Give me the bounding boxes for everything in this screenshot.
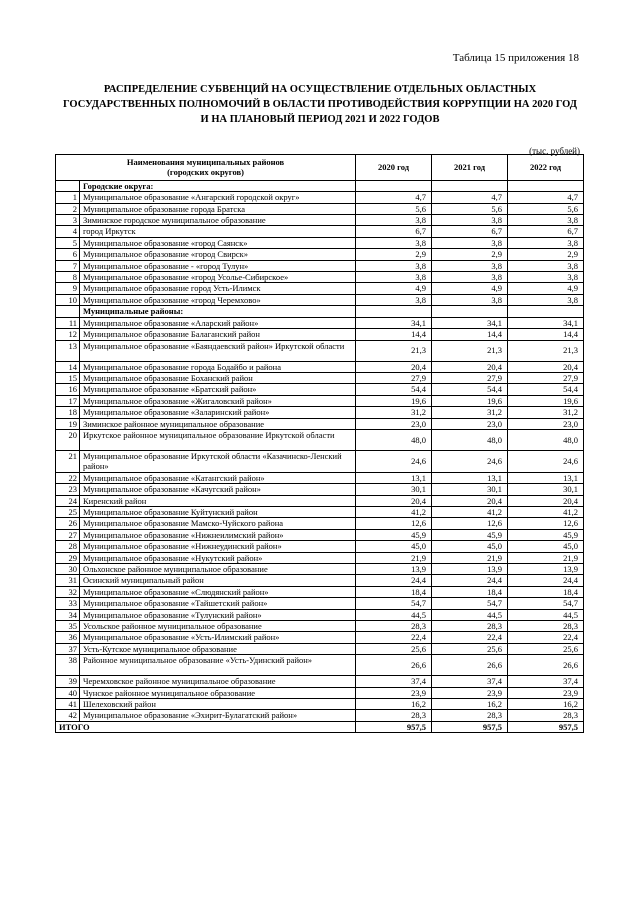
municipality-name: Районное муниципальное образование «Усть-Удинский район»: [80, 655, 356, 676]
total-2021: 957,5: [432, 721, 508, 732]
municipality-name: Муниципальное образование «Аларский район»: [80, 317, 356, 328]
municipality-name: Усольское районное муниципальное образование: [80, 621, 356, 632]
header-name-line1: Наименования муниципальных районов: [126, 157, 285, 167]
value-2021: 24,6: [432, 450, 508, 472]
value-2022: 12,6: [508, 518, 584, 529]
value-2021: 14,4: [432, 329, 508, 340]
value-2022: 22,4: [508, 632, 584, 643]
value-2020: 28,3: [356, 621, 432, 632]
value-2022: 30,1: [508, 484, 584, 495]
table-row: [56, 609, 584, 620]
value-2022: 24,6: [508, 450, 584, 472]
municipality-name: Муниципальное образование «Братский район»: [80, 384, 356, 395]
value-2021: 19,6: [432, 395, 508, 406]
value-2020: 30,1: [356, 484, 432, 495]
table-row: [56, 429, 584, 450]
header-name-line2: (городских округов): [167, 167, 244, 178]
value-2022: 3,8: [508, 260, 584, 271]
table-row: [56, 249, 584, 260]
value-2021: 21,9: [432, 552, 508, 563]
municipality-name: Муниципальное образование Балаганский район: [80, 329, 356, 340]
value-2020: 3,8: [356, 272, 432, 283]
header-row: [56, 155, 584, 181]
table-row: [56, 621, 584, 632]
group-row-urban: [56, 180, 584, 191]
value-2021: 4,9: [432, 283, 508, 294]
row-index: [56, 180, 80, 191]
row-index: 36: [56, 632, 80, 643]
table-row: [56, 294, 584, 305]
row-index: 11: [56, 317, 80, 328]
municipality-name: Муниципальное образование город Усть-Илимск: [80, 283, 356, 294]
table-row: [56, 237, 584, 248]
header-2022: 2022 год: [508, 155, 584, 181]
table-row: [56, 384, 584, 395]
value-2021: 3,8: [432, 215, 508, 226]
municipality-name: Муниципальное образование «город Черемхово»: [80, 294, 356, 305]
value-2022: 4,9: [508, 283, 584, 294]
municipality-name: Муниципальное образование «Усть-Илимский район»: [80, 632, 356, 643]
value-2021: 25,6: [432, 643, 508, 654]
table-row: [56, 643, 584, 654]
value-2021: 45,9: [432, 529, 508, 540]
municipality-name: Муниципальное образование «Нижнеилимский район»: [80, 529, 356, 540]
value-2022: [508, 180, 584, 191]
table-row: [56, 632, 584, 643]
value-2020: 20,4: [356, 361, 432, 372]
row-index: 13: [56, 340, 80, 361]
table-row: [56, 699, 584, 710]
value-2021: 3,8: [432, 272, 508, 283]
row-index: 7: [56, 260, 80, 271]
municipality-name: Черемховское районное муниципальное образование: [80, 676, 356, 687]
value-2021: 18,4: [432, 586, 508, 597]
table-row: [56, 192, 584, 203]
value-2022: 45,9: [508, 529, 584, 540]
value-2022: 27,9: [508, 372, 584, 383]
value-2020: 18,4: [356, 586, 432, 597]
table-row: [56, 598, 584, 609]
value-2021: 3,8: [432, 260, 508, 271]
table-row: [56, 372, 584, 383]
value-2022: 21,9: [508, 552, 584, 563]
units-label: (тыс. рублей): [529, 146, 580, 156]
value-2020: 54,7: [356, 598, 432, 609]
value-2020: 24,6: [356, 450, 432, 472]
table-row: [56, 484, 584, 495]
municipality-name: Иркутское районное муниципальное образование Иркутской области: [80, 429, 356, 450]
row-index: 6: [56, 249, 80, 260]
value-2020: 3,8: [356, 260, 432, 271]
value-2022: 3,8: [508, 294, 584, 305]
value-2020: 13,9: [356, 564, 432, 575]
value-2022: 3,8: [508, 237, 584, 248]
value-2021: 13,1: [432, 472, 508, 483]
row-index: 19: [56, 418, 80, 429]
table-row: [56, 518, 584, 529]
table-row: [56, 676, 584, 687]
municipality-name: Муниципальное образование «Нукутский район»: [80, 552, 356, 563]
subsidy-table: [55, 154, 584, 733]
municipality-name: Муниципальное образование «Жигаловский район»: [80, 395, 356, 406]
municipality-name: Муниципальное образование города Братска: [80, 203, 356, 214]
value-2021: 27,9: [432, 372, 508, 383]
value-2022: 23,9: [508, 687, 584, 698]
value-2020: 19,6: [356, 395, 432, 406]
total-label: ИТОГО: [56, 721, 356, 732]
value-2020: 54,4: [356, 384, 432, 395]
row-index: 42: [56, 710, 80, 721]
municipality-name: Муниципальное образование «Катангский район»: [80, 472, 356, 483]
value-2020: 21,3: [356, 340, 432, 361]
value-2020: 24,4: [356, 575, 432, 586]
table-row: [56, 541, 584, 552]
table-row: [56, 418, 584, 429]
value-2020: 20,4: [356, 495, 432, 506]
row-index: 15: [56, 372, 80, 383]
municipality-name: Киренский район: [80, 495, 356, 506]
title-line: РАСПРЕДЕЛЕНИЕ СУБВЕНЦИЙ НА ОСУЩЕСТВЛЕНИЕ ОТДЕЛЬНЫХ ОБЛАСТНЫХ: [103, 84, 537, 95]
value-2020: 2,9: [356, 249, 432, 260]
value-2020: 41,2: [356, 506, 432, 517]
value-2021: 5,6: [432, 203, 508, 214]
row-index: 3: [56, 215, 80, 226]
value-2020: 34,1: [356, 317, 432, 328]
value-2022: 45,0: [508, 541, 584, 552]
table-row: [56, 687, 584, 698]
value-2020: [356, 306, 432, 317]
value-2022: 31,2: [508, 407, 584, 418]
value-2021: [432, 180, 508, 191]
table-row: [56, 329, 584, 340]
table-row: [56, 450, 584, 472]
value-2020: 23,9: [356, 687, 432, 698]
municipality-name: Муниципальное образование «город Свирск»: [80, 249, 356, 260]
value-2020: 23,0: [356, 418, 432, 429]
value-2021: 13,9: [432, 564, 508, 575]
table-row: [56, 272, 584, 283]
value-2020: 3,8: [356, 215, 432, 226]
table-row: [56, 215, 584, 226]
municipality-name: Муниципальное образование «город Саянск»: [80, 237, 356, 248]
title-line: ГОСУДАРСТВЕННЫХ ПОЛНОМОЧИЙ В ОБЛАСТИ ПРОТИВОДЕЙСТВИЯ КОРРУПЦИИ НА 2020 ГОД: [62, 99, 578, 110]
row-index: 16: [56, 384, 80, 395]
value-2021: 28,3: [432, 710, 508, 721]
municipality-name: Муниципальное образование «Эхирит-Булагатский район»: [80, 710, 356, 721]
header-2021: 2021 год: [432, 155, 508, 181]
row-index: [56, 306, 80, 317]
table-row: [56, 283, 584, 294]
table-row: [56, 586, 584, 597]
value-2021: 24,4: [432, 575, 508, 586]
row-index: 12: [56, 329, 80, 340]
row-index: 26: [56, 518, 80, 529]
municipality-name: Усть-Кутское муниципальное образование: [80, 643, 356, 654]
table-row: [56, 361, 584, 372]
value-2021: 16,2: [432, 699, 508, 710]
municipality-name: Муниципальное образование «Тулунский район»: [80, 609, 356, 620]
value-2021: 6,7: [432, 226, 508, 237]
value-2022: 34,1: [508, 317, 584, 328]
municipality-name: Муниципальное образование «Тайшетский район»: [80, 598, 356, 609]
value-2022: 3,8: [508, 272, 584, 283]
row-index: 34: [56, 609, 80, 620]
value-2022: 23,0: [508, 418, 584, 429]
value-2020: 45,9: [356, 529, 432, 540]
municipality-name: Муниципальное образование Боханский район: [80, 372, 356, 383]
row-index: 38: [56, 655, 80, 676]
value-2020: 37,4: [356, 676, 432, 687]
table-row: [56, 395, 584, 406]
table-row: [56, 495, 584, 506]
value-2020: 48,0: [356, 429, 432, 450]
value-2020: 27,9: [356, 372, 432, 383]
group-label: Городские округа:: [80, 180, 356, 191]
value-2020: 26,6: [356, 655, 432, 676]
row-index: 31: [56, 575, 80, 586]
row-index: 4: [56, 226, 80, 237]
value-2020: 13,1: [356, 472, 432, 483]
row-index: 5: [56, 237, 80, 248]
value-2021: [432, 306, 508, 317]
value-2020: 3,8: [356, 294, 432, 305]
value-2022: 13,9: [508, 564, 584, 575]
table-row: [56, 552, 584, 563]
value-2022: 2,9: [508, 249, 584, 260]
value-2022: 21,3: [508, 340, 584, 361]
value-2021: 23,9: [432, 687, 508, 698]
table-row: [56, 226, 584, 237]
table-row: [56, 340, 584, 361]
value-2022: 20,4: [508, 361, 584, 372]
municipality-name: Чунское районное муниципальное образование: [80, 687, 356, 698]
title-line: И НА ПЛАНОВЫЙ ПЕРИОД 2021 И 2022 ГОДОВ: [200, 114, 440, 125]
value-2021: 44,5: [432, 609, 508, 620]
municipality-name: Муниципальное образование «Нижнеудинский район»: [80, 541, 356, 552]
value-2022: 44,5: [508, 609, 584, 620]
row-index: 29: [56, 552, 80, 563]
table-row: [56, 655, 584, 676]
value-2020: 28,3: [356, 710, 432, 721]
value-2022: 18,4: [508, 586, 584, 597]
row-index: 22: [56, 472, 80, 483]
value-2020: 25,6: [356, 643, 432, 654]
value-2021: 41,2: [432, 506, 508, 517]
table-row: [56, 564, 584, 575]
value-2020: 4,9: [356, 283, 432, 294]
row-index: 41: [56, 699, 80, 710]
value-2021: 4,7: [432, 192, 508, 203]
value-2021: 26,6: [432, 655, 508, 676]
row-index: 24: [56, 495, 80, 506]
table-row: [56, 710, 584, 721]
value-2022: [508, 306, 584, 317]
header-name: [56, 155, 356, 181]
municipality-name: Муниципальное образование Иркутской области «Казачинско-Ленский район»: [80, 450, 356, 472]
value-2022: 41,2: [508, 506, 584, 517]
value-2022: 28,3: [508, 621, 584, 632]
row-index: 32: [56, 586, 80, 597]
table-row: [56, 472, 584, 483]
table-row: [56, 260, 584, 271]
municipality-name: Муниципальное образование «Ангарский городской округ»: [80, 192, 356, 203]
municipality-name: Зиминское городское муниципальное образование: [80, 215, 356, 226]
table-row: [56, 203, 584, 214]
value-2021: 3,8: [432, 294, 508, 305]
municipality-name: Муниципальное образование «Слюдянский район»: [80, 586, 356, 597]
value-2021: 23,0: [432, 418, 508, 429]
value-2021: 45,0: [432, 541, 508, 552]
row-index: 33: [56, 598, 80, 609]
value-2020: 3,8: [356, 237, 432, 248]
total-2020: 957,5: [356, 721, 432, 732]
value-2022: 48,0: [508, 429, 584, 450]
value-2022: 14,4: [508, 329, 584, 340]
table-row: [56, 529, 584, 540]
value-2022: 16,2: [508, 699, 584, 710]
value-2020: 44,5: [356, 609, 432, 620]
value-2020: 16,2: [356, 699, 432, 710]
value-2021: 48,0: [432, 429, 508, 450]
row-index: 9: [56, 283, 80, 294]
municipality-name: Муниципальное образование «Заларинский район»: [80, 407, 356, 418]
value-2022: 37,4: [508, 676, 584, 687]
row-index: 8: [56, 272, 80, 283]
value-2021: 31,2: [432, 407, 508, 418]
municipality-name: Муниципальное образование - «город Тулун»: [80, 260, 356, 271]
value-2022: 25,6: [508, 643, 584, 654]
value-2022: 26,6: [508, 655, 584, 676]
table-row: [56, 407, 584, 418]
municipality-name: Муниципальное образование «город Усолье-Сибирское»: [80, 272, 356, 283]
municipality-name: Муниципальное образование Мамско-Чуйского района: [80, 518, 356, 529]
municipality-name: Муниципальное образование города Бодайбо и района: [80, 361, 356, 372]
row-index: 10: [56, 294, 80, 305]
row-index: 28: [56, 541, 80, 552]
value-2021: 21,3: [432, 340, 508, 361]
value-2021: 20,4: [432, 495, 508, 506]
value-2020: 31,2: [356, 407, 432, 418]
value-2020: 4,7: [356, 192, 432, 203]
value-2022: 20,4: [508, 495, 584, 506]
header-2020: 2020 год: [356, 155, 432, 181]
row-index: 39: [56, 676, 80, 687]
value-2022: 3,8: [508, 215, 584, 226]
value-2022: 54,7: [508, 598, 584, 609]
group-label: Муниципальные районы:: [80, 306, 356, 317]
row-index: 23: [56, 484, 80, 495]
municipality-name: Муниципальное образование «Баяндаевский район» Иркутской области: [80, 340, 356, 361]
value-2022: 5,6: [508, 203, 584, 214]
value-2021: 20,4: [432, 361, 508, 372]
row-index: 40: [56, 687, 80, 698]
value-2022: 6,7: [508, 226, 584, 237]
row-index: 25: [56, 506, 80, 517]
table-row: [56, 317, 584, 328]
value-2020: 6,7: [356, 226, 432, 237]
value-2021: 28,3: [432, 621, 508, 632]
row-index: 21: [56, 450, 80, 472]
value-2021: 37,4: [432, 676, 508, 687]
value-2020: 14,4: [356, 329, 432, 340]
value-2020: 21,9: [356, 552, 432, 563]
total-row: [56, 721, 584, 732]
row-index: 27: [56, 529, 80, 540]
group-row-districts: [56, 306, 584, 317]
value-2021: 12,6: [432, 518, 508, 529]
table-row: [56, 575, 584, 586]
document-title: [40, 82, 600, 127]
value-2021: 3,8: [432, 237, 508, 248]
value-2022: 4,7: [508, 192, 584, 203]
value-2022: 54,4: [508, 384, 584, 395]
municipality-name: Зиминское районное муниципальное образование: [80, 418, 356, 429]
municipality-name: город Иркутск: [80, 226, 356, 237]
value-2022: 24,4: [508, 575, 584, 586]
municipality-name: Ольхонское районное муниципальное образование: [80, 564, 356, 575]
value-2022: 13,1: [508, 472, 584, 483]
row-index: 2: [56, 203, 80, 214]
table-body: [56, 180, 584, 732]
row-index: 14: [56, 361, 80, 372]
value-2020: 22,4: [356, 632, 432, 643]
municipality-name: Шелеховский район: [80, 699, 356, 710]
value-2022: 19,6: [508, 395, 584, 406]
total-2022: 957,5: [508, 721, 584, 732]
row-index: 1: [56, 192, 80, 203]
row-index: 37: [56, 643, 80, 654]
value-2021: 30,1: [432, 484, 508, 495]
value-2021: 2,9: [432, 249, 508, 260]
value-2021: 34,1: [432, 317, 508, 328]
value-2021: 54,4: [432, 384, 508, 395]
row-index: 20: [56, 429, 80, 450]
value-2021: 54,7: [432, 598, 508, 609]
municipality-name: Осинский муниципальный район: [80, 575, 356, 586]
table-caption: Таблица 15 приложения 18: [452, 52, 579, 64]
value-2020: 45,0: [356, 541, 432, 552]
row-index: 30: [56, 564, 80, 575]
row-index: 17: [56, 395, 80, 406]
value-2020: [356, 180, 432, 191]
row-index: 35: [56, 621, 80, 632]
value-2020: 5,6: [356, 203, 432, 214]
value-2022: 28,3: [508, 710, 584, 721]
table-row: [56, 506, 584, 517]
municipality-name: Муниципальное образование «Качугский район»: [80, 484, 356, 495]
row-index: 18: [56, 407, 80, 418]
value-2021: 22,4: [432, 632, 508, 643]
value-2020: 12,6: [356, 518, 432, 529]
municipality-name: Муниципальное образование Куйтунский район: [80, 506, 356, 517]
